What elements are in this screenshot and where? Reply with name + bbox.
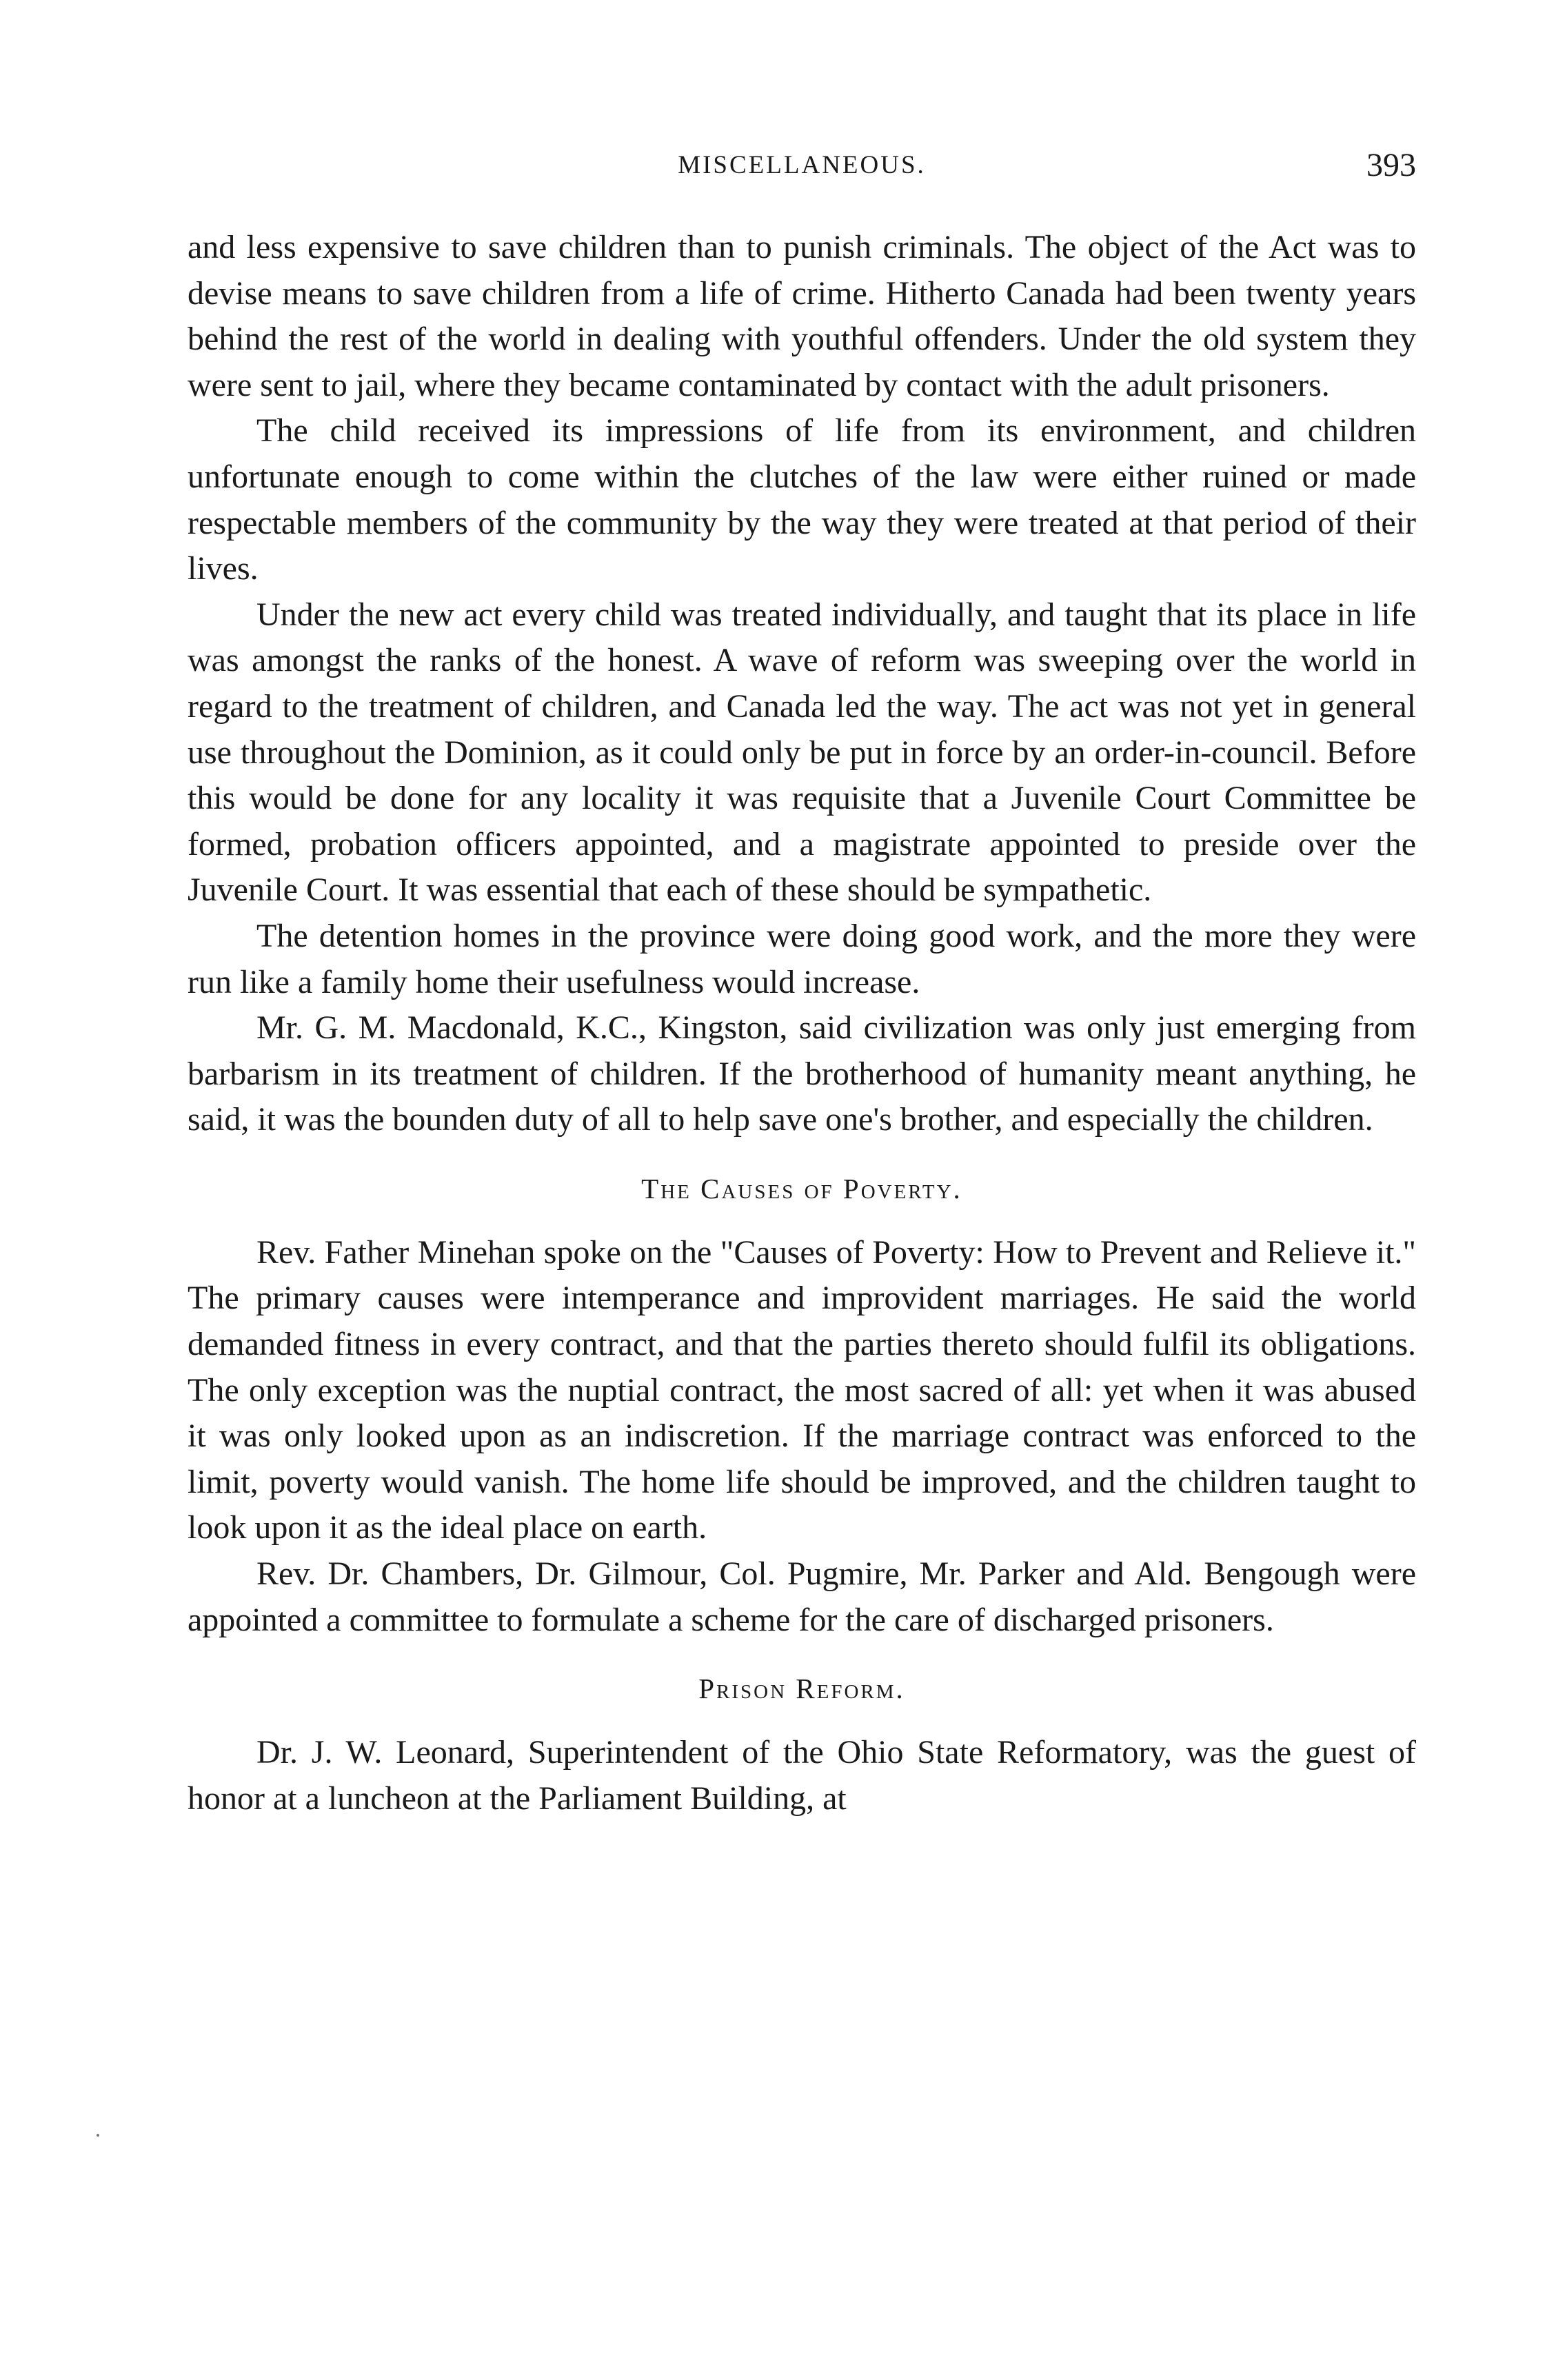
running-head: [188, 138, 1416, 193]
page-number: 393: [1366, 147, 1416, 183]
paragraph-1: and less expensive to save children than to punish criminals. The object of the Act was to devise means to save children from a life of crime. Hitherto Canada had been twenty years behind the rest of the world in dealing with youthful offenders. Under the old system they were sent to jail, where they became contaminated by contact with the adult prisoners.: [188, 229, 1416, 403]
paragraph-7: Rev. Dr. Chambers, Dr. Gilmour, Col. Pugmire, Mr. Parker and Ald. Bengough were appointed a committee to formulate a scheme for the care of discharged prisoners.: [188, 1555, 1416, 1638]
running-title: MISCELLANEOUS.: [678, 151, 926, 179]
section-heading-prison-reform: Prison Reform.: [698, 1673, 905, 1705]
section-heading-causes-of-poverty: The Causes of Poverty.: [641, 1172, 962, 1204]
paragraph-2: The child received its impressions of life from its environment, and children unfortunate enough to come within the clutches of the law were either ruined or made respectable members of the community by the way they were treated at that period of their lives.: [188, 412, 1416, 587]
book-page: [188, 138, 1416, 1822]
paragraph-5: Mr. G. M. Macdonald, K.C., Kingston, said civilization was only just emerging from barbarism in its treatment of children. If the brotherhood of humanity meant anything, he said, it was the bounden duty of all to help save one's brother, and especially the children.: [188, 1009, 1416, 1138]
margin-speck: [97, 2134, 99, 2137]
paragraph-3: Under the new act every child was treated individually, and taught that its place in life was amongst the ranks of the honest. A wave of reform was sweeping over the world in regard to the treatment of children, and Canada led the way. The act was not yet in general use throughout the Dominion, as it could only be put in force by an order-in-council. Before this would be done for any locality it was requisite that a Juvenile Court Committee be formed, probation officers appointed, and a magistrate appointed to preside over the Juvenile Court. It was essential that each of these should be sympathetic.: [188, 596, 1416, 909]
paragraph-4: The detention homes in the province were doing good work, and the more they were run like a family home their usefulness would increase.: [188, 917, 1416, 1000]
paragraph-8: Dr. J. W. Leonard, Superintendent of the Ohio State Reformatory, was the guest of honor at a luncheon at the Parliament Building, at: [188, 1734, 1416, 1817]
paragraph-6: Rev. Father Minehan spoke on the "Causes of Poverty: How to Prevent and Relieve it." The primary causes were intemperance and improvident marriages. He said the world demanded fitness in every contract, and that the parties thereto should fulfil its obligations. The only exception was the nuptial contract, the most sacred of all: yet when it was abused it was only looked upon as an indiscretion. If the marriage contract was enforced to the limit, poverty would vanish. The home life should be improved, and the children taught to look upon it as the ideal place on earth.: [188, 1233, 1416, 1546]
